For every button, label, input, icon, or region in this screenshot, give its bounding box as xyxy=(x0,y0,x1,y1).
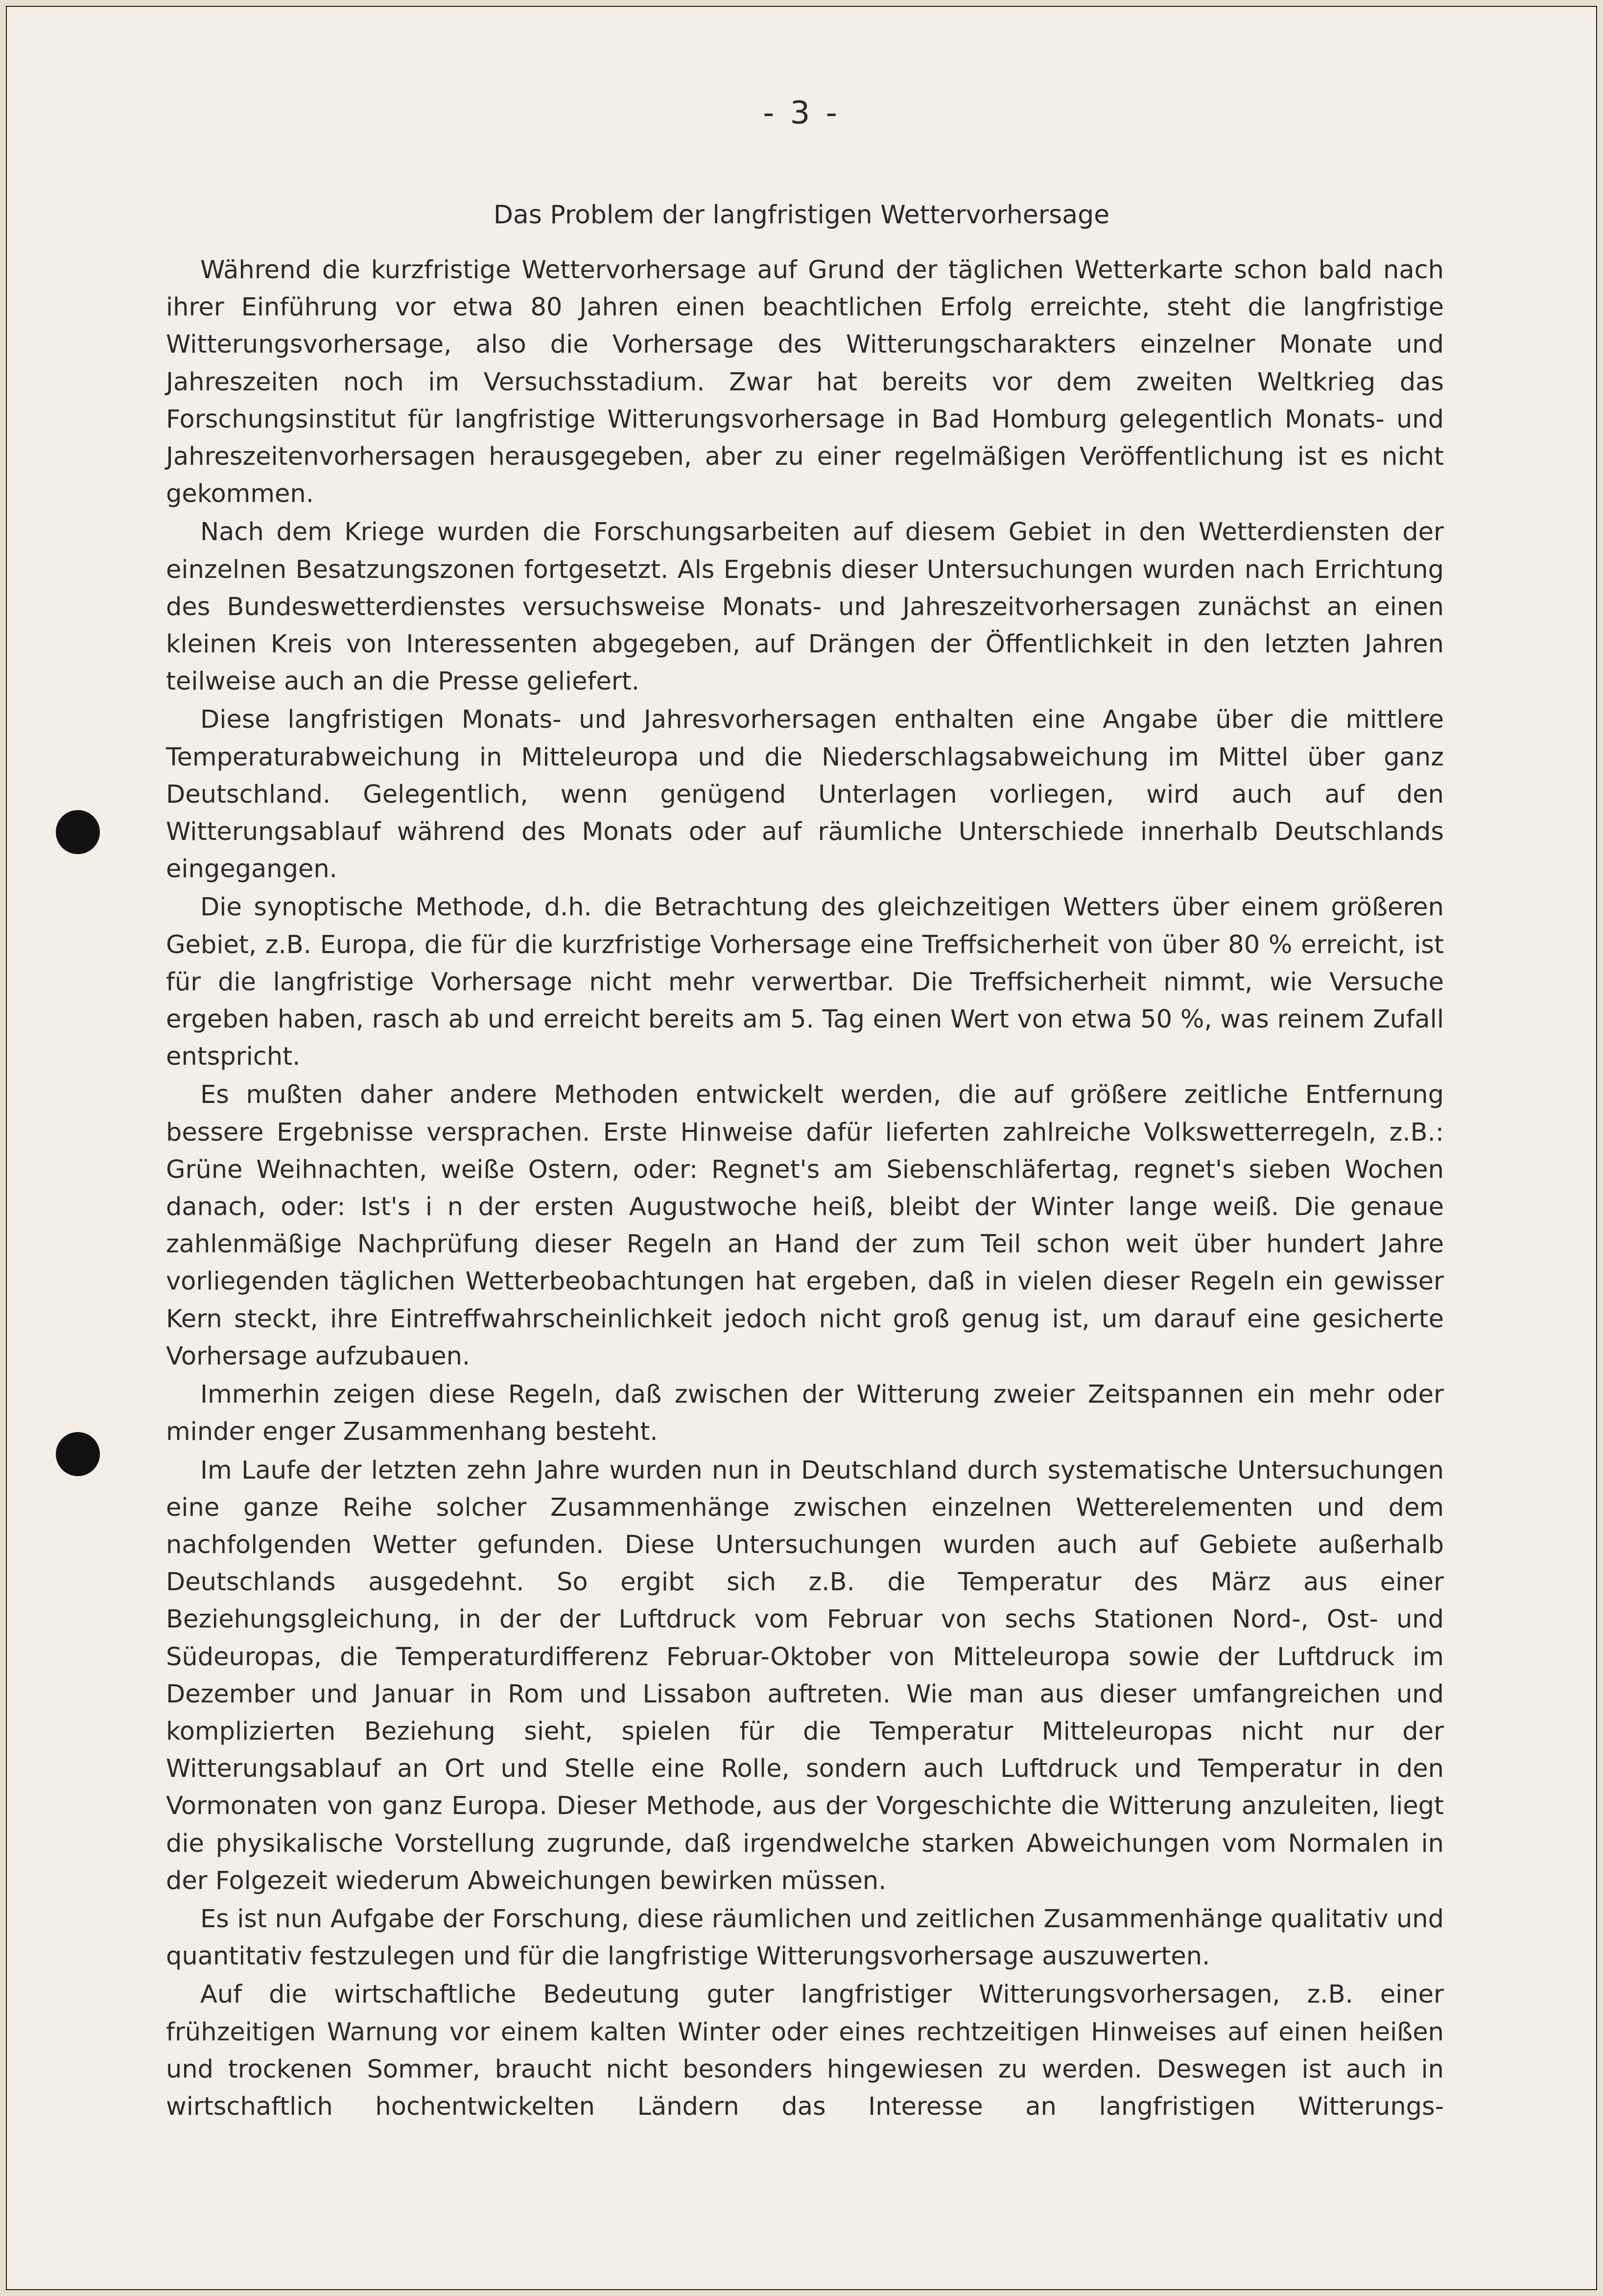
paragraph: Immerhin zeigen diese Regeln, daß zwischen der Witterung zweier Zeitspannen ein mehr oder minder enger Zusammenhang besteht. xyxy=(166,1380,1444,1447)
paragraph: Im Laufe der letzten zehn Jahre wurden nun in Deutschland durch systematische Untersuchungen eine ganze Reihe solcher Zusammenhänge zwischen einzelnen Wetterelementen und dem nachfolgenden Wetter gefunden. Diese Untersuchungen wurden auch auf Gebiete außerhalb Deutschlands ausgedehnt. So ergibt sich z.B. die Temperatur des März aus einer Beziehungsgleichung, in der der Luftdruck vom Februar von sechs Stationen Nord-, Ost- und Südeuropas, die Temperaturdifferenz Februar-Oktober von Mitteleuropa sowie der Luftdruck im Dezember und Januar in Rom und Lissabon auftreten. Wie man aus dieser umfangreichen und komplizierten Beziehung sieht, spielen für die Temperatur Mitteleuropas nicht nur der Witterungsablauf an Ort und Stelle eine Rolle, sondern auch Luftdruck und Temperatur in den Vormonaten von ganz Europa. Dieser Methode, aus der Vorgeschichte die Witterung anzuleiten, liegt die physikalische Vorstellung zugrunde, daß irgendwelche starken Abweichungen vom Normalen in der Folgezeit wiederum Abweichungen bewirken müssen. xyxy=(166,1456,1444,1895)
body-text xyxy=(166,252,1444,2127)
punch-hole xyxy=(56,1432,100,1476)
section-title: Das Problem der langfristigen Wettervorhersage xyxy=(493,200,1110,230)
paragraph: Es mußten daher andere Methoden entwickelt werden, die auf größere zeitliche Entfernung bessere Ergebnisse versprachen. Erste Hinweise dafür lieferten zahlreiche Volkswetterregeln, z.B.: Grüne Weihnachten, weiße Ostern, oder: Regnet's am Siebenschläfertag, regnet's sieben Wochen danach, oder: Ist's i n der ersten Augustwoche heiß, bleibt der Winter lange weiß. Die genaue zahlenmäßige Nachprüfung dieser Regeln an Hand der zum Teil schon weit über hundert Jahre vorliegenden täglichen Wetterbeobachtungen hat ergeben, daß in vielen dieser Regeln ein gewisser Kern steckt, ihre Eintreffwahrscheinlichkeit jedoch nicht groß genug ist, um darauf eine gesicherte Vorhersage aufzubauen. xyxy=(166,1080,1444,1371)
punch-hole xyxy=(56,810,100,854)
paragraph: Die synoptische Methode, d.h. die Betrachtung des gleichzeitigen Wetters über einem größeren Gebiet, z.B. Europa, die für die kurzfristige Vorhersage eine Treffsicherheit von über 80 % erreicht, ist für die langfristige Vorhersage nicht mehr verwertbar. Die Treffsicherheit nimmt, wie Versuche ergeben haben, rasch ab und erreicht bereits am 5. Tag einen Wert von etwa 50 %, was reinem Zufall entspricht. xyxy=(166,893,1444,1072)
paragraph: Diese langfristigen Monats- und Jahresvorhersagen enthalten eine Angabe über die mittlere Temperaturabweichung in Mitteleuropa und die Niederschlagsabweichung im Mittel über ganz Deutschland. Gelegentlich, wenn genügend Unterlagen vorliegen, wird auch auf den Witterungsablauf während des Monats oder auf räumliche Unterschiede innerhalb Deutschlands eingegangen. xyxy=(166,705,1444,884)
paragraph: Während die kurzfristige Wettervorhersage auf Grund der täglichen Wetterkarte schon bald nach ihrer Einführung vor etwa 80 Jahren einen beachtlichen Erfolg erreichte, steht die langfristige Witterungsvorhersage, also die Vorhersage des Witterungscharakters einzelner Monate und Jahreszeiten noch im Versuchsstadium. Zwar hat bereits vor dem zweiten Weltkrieg das Forschungsinstitut für langfristige Witterungsvorhersage in Bad Homburg gelegentlich Monats- und Jahreszeitenvorhersagen herausgegeben, aber zu einer regelmäßigen Veröffentlichung ist es nicht gekommen. xyxy=(166,256,1444,509)
document-page xyxy=(6,6,1597,2290)
paragraph: Auf die wirtschaftliche Bedeutung guter langfristiger Witterungsvorhersagen, z.B. einer frühzeitigen Warnung vor einem kalten Winter oder eines rechtzeitigen Hinweises auf einen heißen und trockenen Sommer, braucht nicht besonders hingewiesen zu werden. Deswegen ist auch in wirtschaftlich hochentwickelten Ländern das Interesse an langfristigen Witterungs- xyxy=(166,1980,1444,2121)
paragraph: Es ist nun Aufgabe der Forschung, diese räumlichen und zeitlichen Zusammenhänge qualitativ und quantitativ festzulegen und für die langfristige Witterungsvorhersage auszuwerten. xyxy=(166,1904,1444,1971)
paragraph: Nach dem Kriege wurden die Forschungsarbeiten auf diesem Gebiet in den Wetterdiensten der einzelnen Besatzungszonen fortgesetzt. Als Ergebnis dieser Untersuchungen wurden nach Errichtung des Bundeswetterdienstes versuchsweise Monats- und Jahreszeitvorhersagen zunächst an einen kleinen Kreis von Interessenten abgegeben, auf Drängen der Öffentlichkeit in den letzten Jahren teilweise auch an die Presse geliefert. xyxy=(166,518,1444,696)
page-number: - 3 - xyxy=(763,95,840,131)
